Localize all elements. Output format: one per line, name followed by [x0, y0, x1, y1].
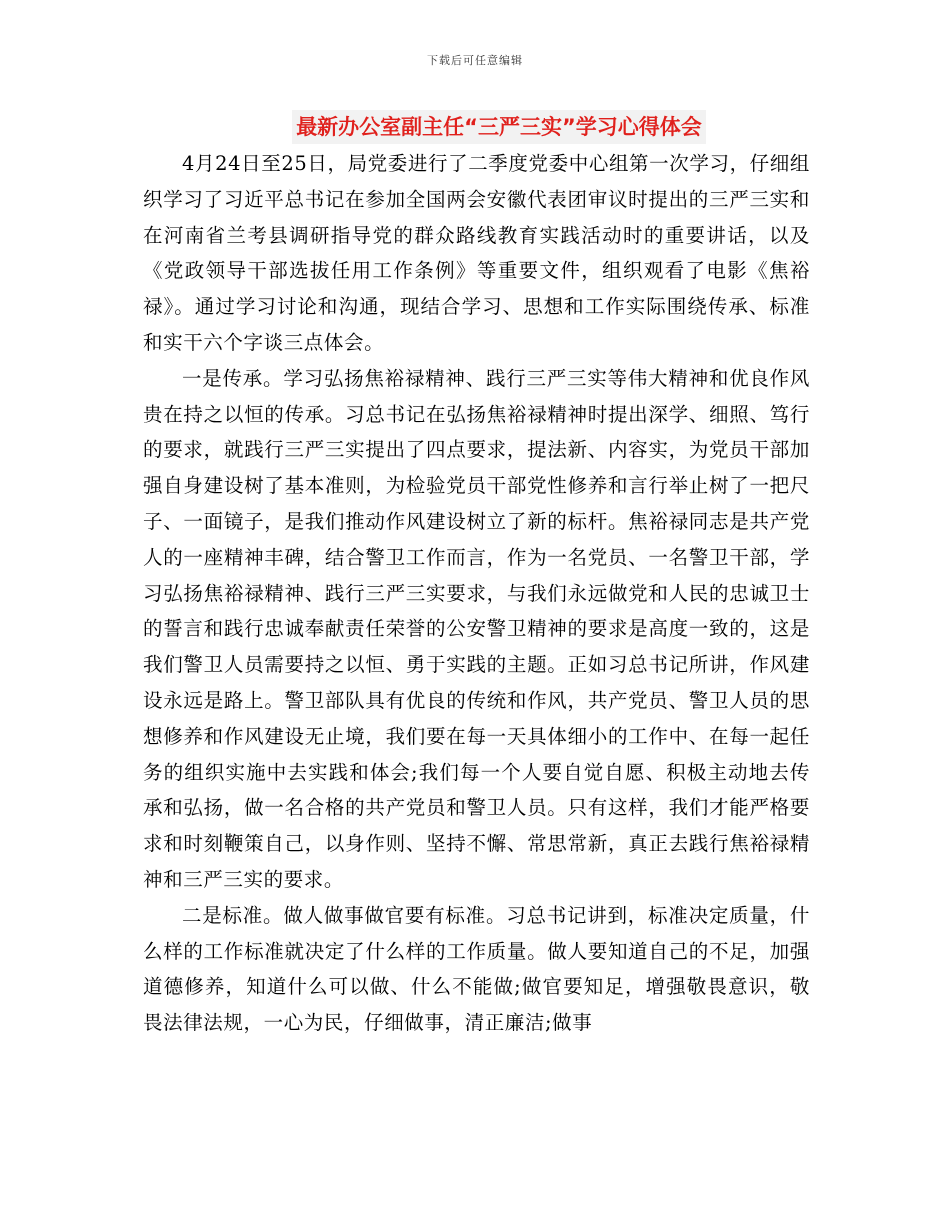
paragraph-intro: 4月24日至25日，局党委进行了二季度党委中心组第一次学习，仔细组织学习了习近平总书记在参加全国两会安徽代表团审议时提出的三严三实和在河南省兰考县调研指导党的群众路线教育实践活动时的重要讲话，以及《党政领导干部选拔任用工作条例》等重要文件，组织观看了电影《焦裕禄》。通过学习讨论和沟通，现结合学习、思想和工作实际围绕传承、标准和实干六个字谈三点体会。: [143, 152, 810, 354]
document-title: 最新办公室副主任“三严三实”学习心得体会: [292, 110, 706, 144]
paragraph-standard: 二是标准。做人做事做官要有标准。习总书记讲到，标准决定质量，什么样的工作标准就决定了什么样的工作质量。做人要知道自己的不足，加强道德修养，知道什么可以做、什么不能做;做官要知足，增强敬畏意识，敬畏法律法规，一心为民，仔细做事，清正廉洁;做事: [143, 903, 810, 1035]
paragraph-inheritance: 一是传承。学习弘扬焦裕禄精神、践行三严三实等伟大精神和优良作风贵在持之以恒的传承。习总书记在弘扬焦裕禄精神时提出深学、细照、笃行的要求，就践行三严三实提出了四点要求，提法新、内容实，为党员干部加强自身建设树了基本准则，为检验党员干部党性修养和言行举止树了一把尺子、一面镜子，是我们推动作风建设树立了新的标杆。焦裕禄同志是共产党人的一座精神丰碑，结合警卫工作而言，作为一名党员、一名警卫干部，学习弘扬焦裕禄精神、践行三严三实要求，与我们永远做党和人民的忠诚卫士的誓言和践行忠诚奉献责任荣誉的公安警卫精神的要求是高度一致的，这是我们警卫人员需要持之以恒、勇于实践的主题。正如习总书记所讲，作风建设永远是路上。警卫部队具有优良的传统和作风，共产党员、警卫人员的思想修养和作风建设无止境，我们要在每一天具体细小的工作中、在每一起任务的组织实施中去实践和体会;我们每一个人要自觉自愿、积极主动地去传承和弘扬，做一名合格的共产党员和警卫人员。只有这样，我们才能严格要求和时刻鞭策自己，以身作则、坚持不懈、常思常新，真正去践行焦裕禄精神和三严三实的要求。: [143, 366, 810, 891]
header-note: 下载后可任意编辑: [427, 54, 523, 67]
title-container: [0, 110, 950, 144]
document-body: [143, 146, 810, 1041]
